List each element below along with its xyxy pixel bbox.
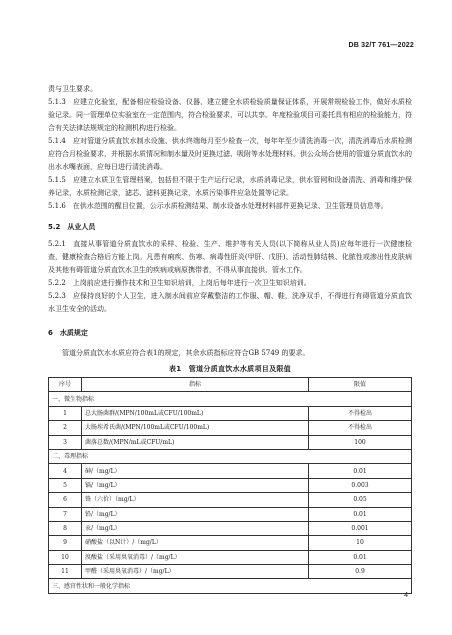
row-no: 10 [49, 550, 82, 564]
paragraph-5-1-4: 5.1.4 应对管道分质直饮水制水设施、供水终端每月至少检查一次，每年年至少清洗消毒一次，清洗消毒后水质检测应符合月检验要求，并根据水质情况和制水量及时更换过滤、吸附等水处理材料。供公众场合使用的管道分质直饮水的出水水嘴表面，应每日进行清洗消毒。 [48, 137, 412, 171]
water-quality-table [48, 377, 412, 594]
paragraph-5-1-5: 5.1.5 应建立水质卫生管理档案，包括但不限于生产运行记录，水质消毒记录，供水管网和设备清洗、消毒和维护保养记录，水质检测记录，滤芯、滤料更换记录，水质污染事件应急处置等记录。 [48, 176, 412, 197]
paragraph-5-1-6: 5.1.6 在供水范围的醒目位置，公示水质检测结果、制水设备水处理材料部件更换记录、卫生管理员信息等。 [48, 202, 388, 210]
row-item: 镉/（mg/L） [82, 478, 309, 492]
table-row [49, 536, 412, 550]
row-limit: 0.9 [309, 565, 412, 579]
row-limit: 0.003 [309, 478, 412, 492]
row-item: 总大肠菌群/(MPN/100mL或CFU/100mL) [82, 406, 309, 420]
table-row [49, 464, 412, 478]
paragraph-5-2-2: 5.2.2 上岗前应进行操作技术和卫生知识培训，上岗后每年进行一次卫生知识培训。 [48, 279, 311, 287]
table-row [49, 507, 412, 521]
table-row [49, 421, 412, 435]
category-microbial: 一、微生物指标 [49, 392, 412, 406]
row-no: 2 [49, 421, 82, 435]
table-caption: 表1 管道分质直饮水水质项目及限值 [169, 365, 291, 373]
row-no: 6 [49, 493, 82, 507]
row-limit: 0.05 [309, 493, 412, 507]
row-no: 5 [49, 478, 82, 492]
paragraph-6-intro: 管道分质直饮水水质应符合表1的规定，其余水质指标应符合GB 5749 的要求。 [62, 349, 310, 357]
row-item: 砷/（mg/L） [82, 464, 309, 478]
row-limit: 100 [309, 435, 412, 449]
col-header-item: 指标 [82, 378, 309, 392]
paragraph-continued: 责与卫生要求。 [48, 85, 97, 93]
document-code-header: DB 32/T 761—2022 [348, 42, 414, 49]
row-no: 7 [49, 507, 82, 521]
row-limit: 0.01 [309, 507, 412, 521]
table-header-row [49, 378, 412, 392]
row-limit: 不得检出 [309, 406, 412, 420]
section-heading-5-2: 5.2 从业人员 [48, 223, 96, 231]
row-item: 甲醛（采用臭氧消毒）/（mg/L） [82, 565, 309, 579]
table-row [49, 406, 412, 420]
table-category-row [49, 392, 412, 406]
table-row [49, 521, 412, 535]
row-item: 硝酸盐（以N计）/（mg/L） [82, 536, 309, 550]
category-toxicological: 二、毒理指标 [49, 449, 412, 463]
row-limit: 不得检出 [309, 421, 412, 435]
table-row [49, 550, 412, 564]
table-row [49, 565, 412, 579]
row-item: 溴酸盐（采用臭氧消毒）/（mg/L） [82, 550, 309, 564]
row-item: 菌落总数/(MPN/mL或CFU/mL) [82, 435, 309, 449]
paragraph-5-2-3: 5.2.3 应保持良好的个人卫生，进入制水间前应穿戴整洁的工作服、帽、鞋，洗净双手，不得进行有碍管道分质直饮水卫生安全的活动。 [48, 292, 412, 313]
table-category-row [49, 579, 412, 593]
row-item: 铅/（mg/L） [82, 507, 309, 521]
row-item: 大肠埃希氏菌/(MPN/100mL或CFU/100mL) [82, 421, 309, 435]
row-limit: 0.01 [309, 464, 412, 478]
row-no: 8 [49, 521, 82, 535]
row-no: 11 [49, 565, 82, 579]
row-item: 铬（六价）（mg/L） [82, 493, 309, 507]
table-row [49, 493, 412, 507]
table-row [49, 435, 412, 449]
row-no: 9 [49, 536, 82, 550]
row-limit: 0.01 [309, 550, 412, 564]
paragraph-5-2-1: 5.2.1 直接从事管道分质直饮水的采样、检验、生产、维护等有关人员(以下简称从业人员)应每年进行一次健康检查，健康检查合格后方能上岗。凡患有痢疾、伤寒、病毒性肝炎(甲肝、戊肝)、活动性肺结核、化脓性或渗出性皮肤病及其他有碍管道分质直饮水卫生的疾病或病原携带者，不得从事直接供、管水工作。 [48, 240, 412, 274]
table-category-row [49, 449, 412, 463]
page-body [48, 83, 412, 594]
paragraph-5-1-3: 5.1.3 应建立化验室，配备相应检验设备、仪器，建立健全水质检验质量保证体系，开展常规检验工作，做好水质检验记录。同一管理单位实验室在一定范围内，符合检验要求，可以共享。年度检验项目可委托具有相应的检验能力，符合有关法律法规规定的检测机构进行检验。 [48, 98, 412, 132]
section-heading-6: 6 水质规定 [48, 329, 88, 337]
row-limit: 0.001 [309, 521, 412, 535]
row-no: 1 [49, 406, 82, 420]
col-header-limit: 限值 [309, 378, 412, 392]
table-row [49, 478, 412, 492]
col-header-no: 序号 [49, 378, 82, 392]
row-limit: 10 [309, 536, 412, 550]
row-no: 3 [49, 435, 82, 449]
row-no: 4 [49, 464, 82, 478]
page-number: 4 [404, 592, 408, 599]
category-sensory-chemical: 三、感官性状和一般化学指标 [49, 579, 412, 593]
row-item: 汞/（mg/L） [82, 521, 309, 535]
